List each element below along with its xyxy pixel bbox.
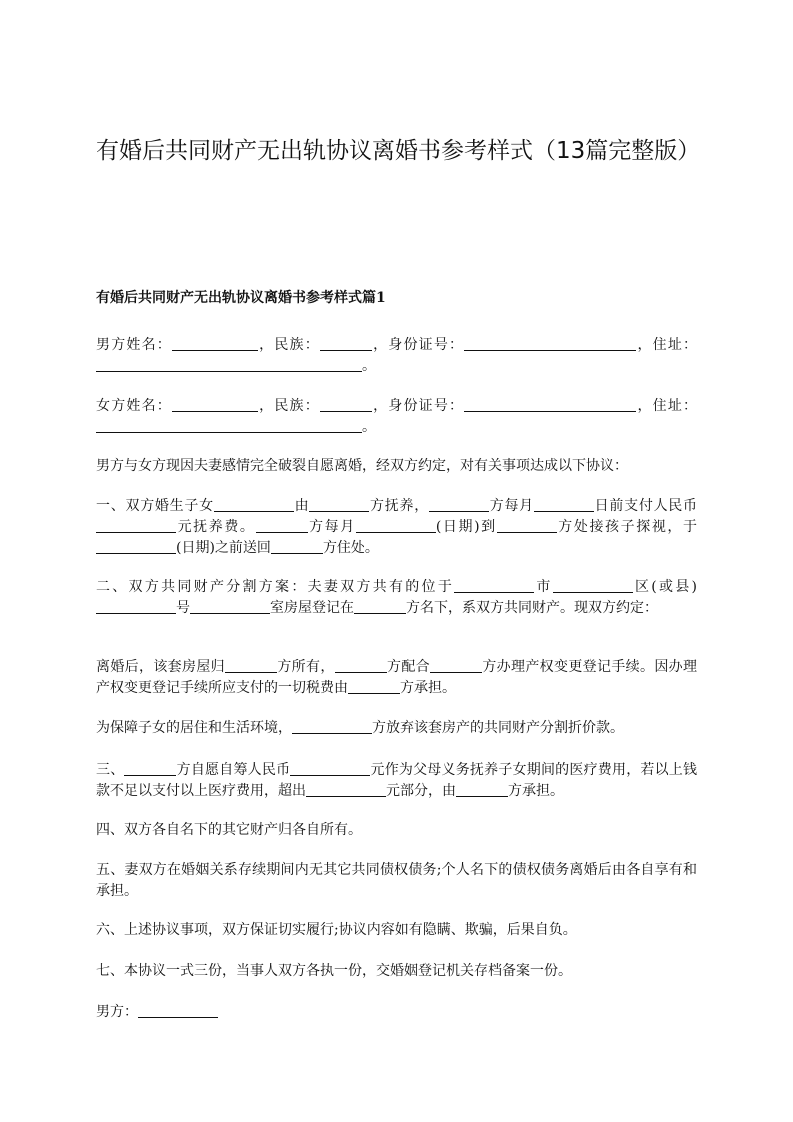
clause-3-paragraph <box>96 760 697 802</box>
signature-line <box>96 1002 697 1023</box>
blank-field <box>96 599 176 614</box>
clause-2c-text: 为保障子女的居住和生活环境， <box>96 720 292 736</box>
male-name-label: 男方姓名： <box>96 337 172 353</box>
blank-field <box>497 518 557 533</box>
signature-label: 男方： <box>96 1004 138 1020</box>
clause-2b-paragraph <box>96 657 697 699</box>
clause-1-text: 日前支付人民币 <box>593 498 698 514</box>
blank-field <box>306 782 386 797</box>
blank-field <box>534 497 594 512</box>
male-id-blank <box>464 336 636 351</box>
clause-1-text: (日期)之前送回 <box>176 540 271 556</box>
blank-field <box>214 497 294 512</box>
clause-4-paragraph: 四、双方各自名下的其它财产归各自所有。 <box>96 822 362 838</box>
blank-field <box>309 497 369 512</box>
clause-1-paragraph <box>96 496 697 559</box>
male-ethnic-blank <box>320 336 372 351</box>
blank-field <box>256 518 308 533</box>
female-address-blank <box>96 418 362 433</box>
blank-field <box>335 658 387 673</box>
blank-field <box>271 539 323 554</box>
clause-1-text: 元抚养费。 <box>176 519 256 535</box>
clause-3-text: 元部分，由 <box>386 783 456 799</box>
clause-2b-text: 方配合 <box>386 659 431 675</box>
clause-2b-text: 方办理产权变更登记手续。因办理产权变更登记手续所应支付的一切税费由 <box>96 659 698 696</box>
male-line-end: 。 <box>362 358 376 374</box>
clause-1-text: 方每月 <box>488 498 534 514</box>
blank-field <box>96 539 176 554</box>
clause-2c-paragraph <box>96 718 697 739</box>
male-address-label: ，住址： <box>636 337 698 353</box>
female-id-label: ，身份证号： <box>371 398 465 414</box>
clause-3-text: 元作为父母义务抚养子女期间的医疗费用，若以上钱款不足以支付以上医疗费用，超出 <box>96 762 698 799</box>
blank-field <box>348 679 400 694</box>
blank-field <box>430 658 482 673</box>
male-name-blank <box>172 336 258 351</box>
blank-field <box>190 599 270 614</box>
clause-2-text: 方名下，系双方共同财产。现双方约定： <box>406 600 658 616</box>
document-title: 有婚后共同财产无出轨协议离婚书参考样式（13篇完整版） <box>96 138 701 164</box>
female-id-blank <box>464 397 636 412</box>
clause-2b-text: 离婚后，该套房屋归 <box>96 659 225 675</box>
clause-1-text: (日期)到 <box>435 519 497 535</box>
blank-field <box>290 761 370 776</box>
female-name-label: 女方姓名： <box>96 398 172 414</box>
female-ethnic-label: ，民族： <box>257 398 320 414</box>
blank-field <box>456 782 508 797</box>
blank-field <box>225 658 277 673</box>
blank-field <box>124 761 176 776</box>
clause-5-paragraph: 五、妻双方在婚姻关系存续期间内无其它共同债权债务;个人名下的债权债务离婚后由各自享有和承担。 <box>96 862 697 899</box>
blank-field <box>454 578 534 593</box>
clause-1-text: 方每月 <box>307 519 356 535</box>
clause-2-text: 区(或县) <box>632 579 698 595</box>
clause-3-text: 三、 <box>96 762 125 778</box>
clause-7-paragraph: 七、本协议一式三份，当事人双方各执一份，交婚姻登记机关存档备案一份。 <box>96 963 572 979</box>
female-line-end: 。 <box>362 419 376 435</box>
blank-field <box>96 518 176 533</box>
male-info-paragraph <box>96 335 697 377</box>
male-ethnic-label: ，民族： <box>257 337 320 353</box>
clause-2b-text: 方所有， <box>277 659 335 675</box>
clause-1-text: 方处接孩子探视，于 <box>556 519 697 535</box>
clause-2c-text: 方放弃该套房产的共同财产分割折价款。 <box>372 720 624 736</box>
clause-2-text: 室房屋登记在 <box>270 600 354 616</box>
blank-field <box>429 497 489 512</box>
clause-1-text: 一、双方婚生子女 <box>96 498 214 514</box>
female-address-label: ，住址： <box>636 398 698 414</box>
clause-1-text: 方住处。 <box>322 540 379 556</box>
female-ethnic-blank <box>320 397 372 412</box>
clause-2b-text: 方承担。 <box>400 680 456 696</box>
clause-2-paragraph <box>96 577 697 619</box>
clause-2-text: 市 <box>534 579 553 595</box>
blank-field <box>292 719 372 734</box>
clause-1-text: 方抚养， <box>369 498 429 514</box>
blank-field <box>354 599 406 614</box>
clause-2-text: 二、双方共同财产分割方案：夫妻双方共有的位于 <box>96 579 455 595</box>
clause-2-text: 号 <box>176 600 190 616</box>
male-address-blank <box>96 357 362 372</box>
section-heading: 有婚后共同财产无出轨协议离婚书参考样式篇1 <box>96 290 386 306</box>
male-id-label: ，身份证号： <box>371 337 465 353</box>
clause-1-text: 由 <box>293 498 310 514</box>
signature-blank <box>138 1003 218 1018</box>
clause-3-text: 方承担。 <box>508 783 564 799</box>
blank-field <box>553 578 633 593</box>
intro-paragraph: 男方与女方现因夫妻感情完全破裂自愿离婚，经双方约定，对有关事项达成以下协议： <box>96 458 628 474</box>
clause-3-text: 方自愿自筹人民币 <box>176 762 291 778</box>
female-name-blank <box>172 397 258 412</box>
blank-field <box>356 518 436 533</box>
female-info-paragraph <box>96 396 697 438</box>
clause-6-paragraph: 六、上述协议事项，双方保证切实履行;协议内容如有隐瞒、欺骗，后果自负。 <box>96 922 577 938</box>
